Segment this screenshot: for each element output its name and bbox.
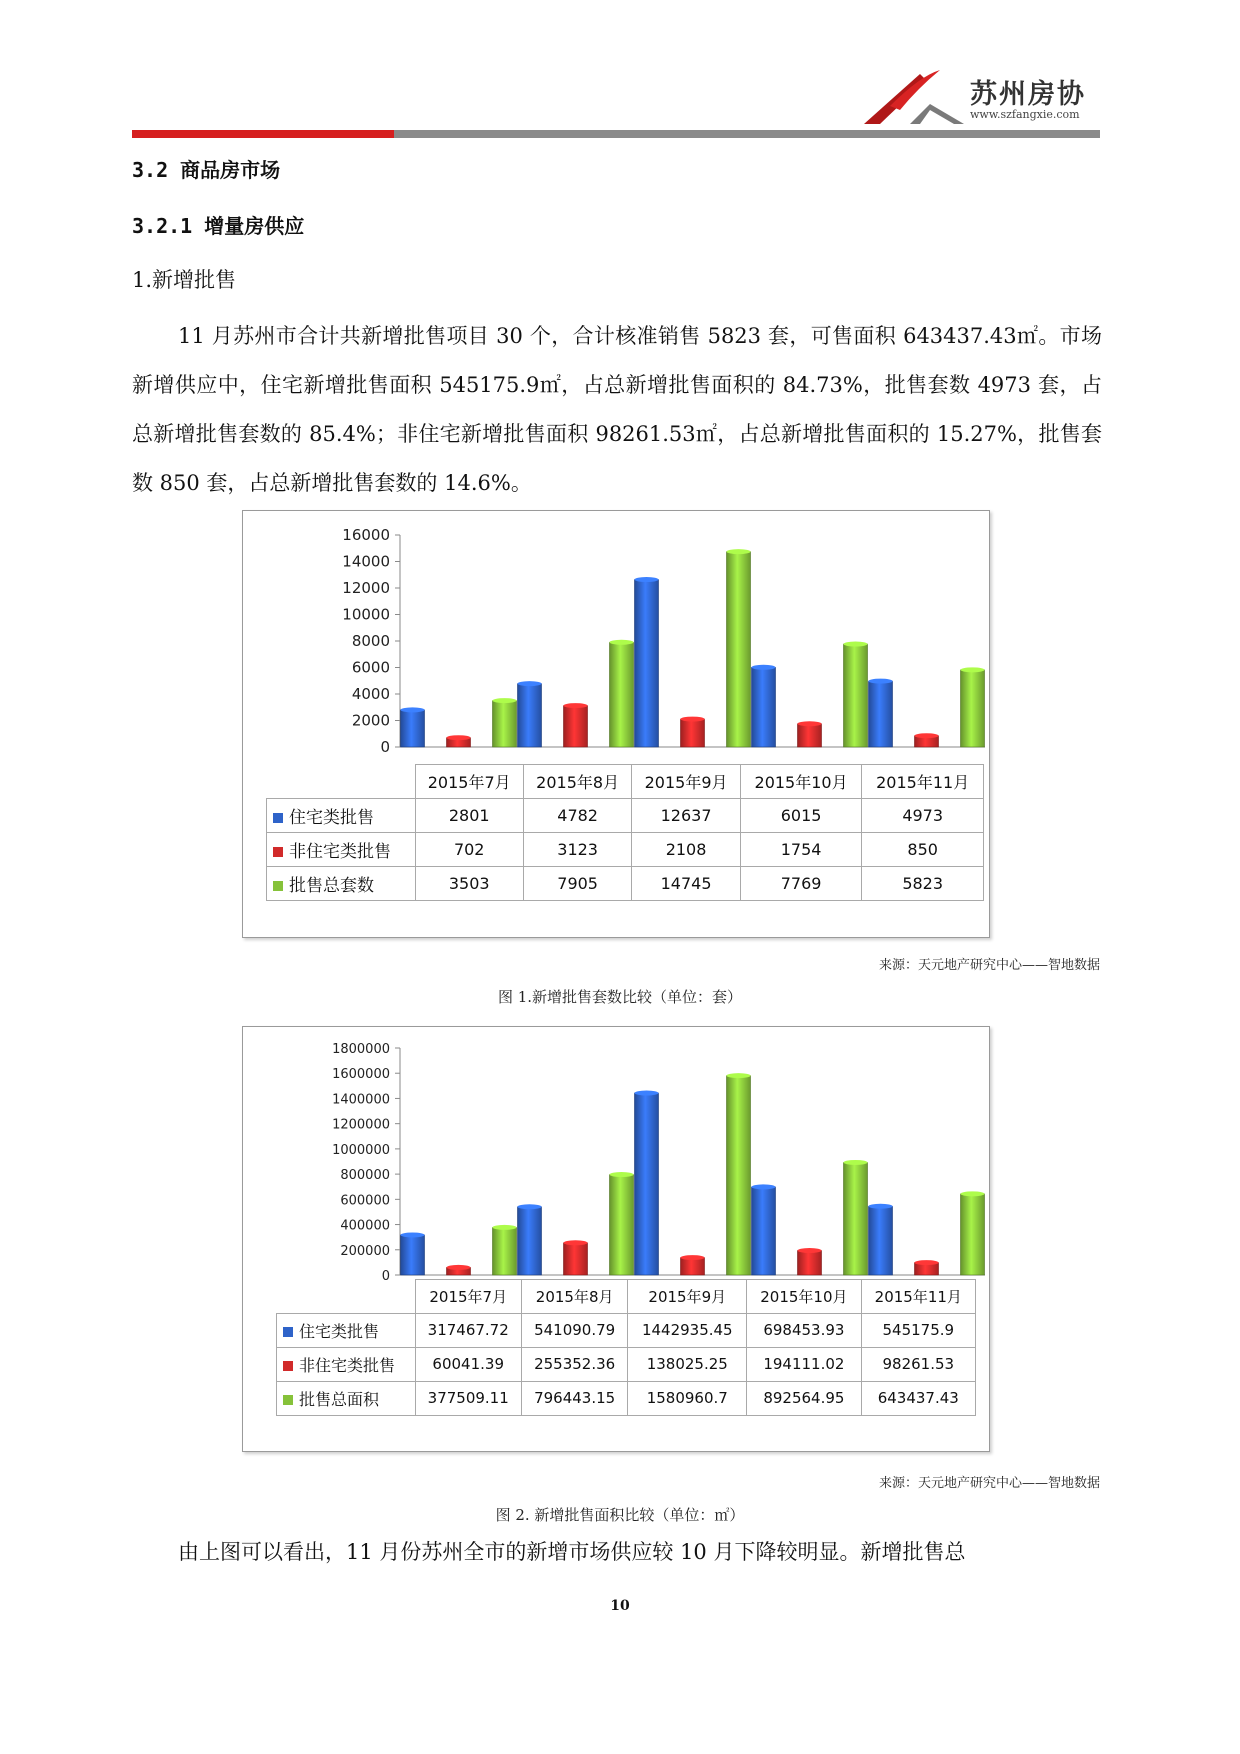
legend-label: 批售总面积 (299, 1389, 380, 1409)
bar-residential (635, 580, 659, 747)
bar-top-cap (610, 1172, 634, 1177)
table-header-cell: 2015年11月 (862, 765, 984, 799)
legend-key-icon (283, 1361, 293, 1371)
bar-total (610, 1175, 634, 1275)
legend-entry (277, 1347, 416, 1381)
bar-residential (401, 710, 425, 747)
table-header-cell: 2015年9月 (628, 1280, 747, 1314)
table-header-cell: 2015年10月 (740, 765, 862, 799)
bar-non-residential (681, 1258, 705, 1275)
table-cell: 5823 (862, 866, 984, 900)
y-tick-label: 1800000 (332, 1042, 390, 1057)
item-heading: 1.新增批售 (132, 268, 237, 292)
y-tick-label: 16000 (342, 526, 390, 544)
bar-non-residential (564, 706, 588, 747)
bar-non-residential (798, 724, 822, 747)
table-cell: 98261.53 (861, 1347, 975, 1381)
bar-top-cap (610, 640, 634, 645)
table-header-cell: 2015年7月 (415, 765, 523, 799)
chart-1-frame (242, 510, 990, 938)
logo-mark-icon (860, 66, 970, 128)
table-cell: 255352.36 (521, 1347, 627, 1381)
header-rule-gray (394, 130, 1100, 138)
table-row (267, 798, 984, 832)
table-header-cell: 2015年8月 (523, 765, 631, 799)
bar-top-cap (681, 1255, 705, 1260)
bar-top-cap (915, 1260, 939, 1265)
bar-top-cap (727, 1073, 751, 1078)
chart-2-caption: 图 2. 新增批售面积比较（单位：㎡） (495, 1506, 745, 1524)
bar-top-cap (798, 721, 822, 726)
table-header-cell: 2015年8月 (521, 1280, 627, 1314)
bar-total (493, 1227, 517, 1275)
table-cell: 317467.72 (415, 1313, 521, 1347)
bar-top-cap (869, 1204, 893, 1209)
table-row (267, 832, 984, 866)
table-cell: 7769 (740, 866, 862, 900)
bar-top-cap (844, 642, 868, 647)
bar-top-cap (727, 549, 751, 554)
bar-residential (752, 667, 776, 747)
y-tick-label: 14000 (342, 552, 390, 571)
legend-label: 批售总套数 (289, 875, 374, 896)
bar-non-residential (798, 1251, 822, 1275)
table-cell: 377509.11 (415, 1381, 521, 1415)
table-cell: 850 (862, 832, 984, 866)
bar-residential (869, 1206, 893, 1275)
table-cell: 6015 (740, 798, 862, 832)
logo-name: 苏州房协 (970, 79, 1086, 110)
bar-residential (518, 684, 542, 747)
table-header-cell: 2015年9月 (632, 765, 740, 799)
table-cell: 1580960.7 (628, 1381, 747, 1415)
bar-total (961, 1194, 985, 1275)
table-row (277, 1347, 976, 1381)
table-row (267, 866, 984, 900)
table-cell: 2801 (415, 798, 523, 832)
table-cell: 7905 (523, 866, 631, 900)
legend-entry (267, 866, 416, 900)
table-header-cell: 2015年7月 (415, 1280, 521, 1314)
legend-label: 住宅类批售 (289, 807, 374, 828)
table-cell: 14745 (632, 866, 740, 900)
legend-key-icon (273, 813, 283, 823)
table-cell: 698453.93 (747, 1313, 861, 1347)
table-corner (267, 765, 416, 799)
y-tick-label: 1000000 (332, 1142, 390, 1158)
bar-total (493, 701, 517, 747)
bar-non-residential (681, 719, 705, 747)
bar-top-cap (869, 679, 893, 684)
table-cell: 2108 (632, 832, 740, 866)
bar-non-residential (564, 1243, 588, 1275)
bar-total (844, 1162, 868, 1275)
bar-top-cap (915, 733, 939, 738)
y-tick-label: 6000 (351, 658, 390, 677)
chart-2-plot (243, 1027, 989, 1281)
y-tick-label: 400000 (340, 1218, 390, 1234)
bar-top-cap (518, 1204, 542, 1209)
body-paragraph (132, 312, 1102, 508)
bar-top-cap (564, 1240, 588, 1245)
bar-top-cap (518, 681, 542, 686)
y-tick-label: 10000 (342, 605, 390, 624)
table-cell: 4782 (523, 798, 631, 832)
table-header-cell: 2015年10月 (747, 1280, 861, 1314)
bar-total (844, 644, 868, 747)
chart-2-frame (242, 1026, 990, 1452)
body-paragraph-text: 11 月苏州市合计共新增批售项目 30 个，合计核准销售 5823 套，可售面积 643437.43㎡。市场新增供应中，住宅新增批售面积 545175.9㎡，占总新增批售面积的 84.73%，批售套数 4973 套，占总新增批售套数的 85.4%；非住宅新增批售面积 98261.53㎡，占总新增批售面积的 15.27%，批售套数 850 套，占总新增批售套数的 14.6%。 (132, 324, 1102, 495)
bar-top-cap (752, 1184, 776, 1189)
y-tick-label: 0 (380, 738, 390, 756)
legend-key-icon (283, 1327, 293, 1337)
y-tick-label: 1400000 (332, 1092, 390, 1108)
legend-key-icon (283, 1395, 293, 1405)
bar-total (727, 1076, 751, 1275)
legend-entry (277, 1313, 416, 1347)
table-cell: 12637 (632, 798, 740, 832)
y-tick-label: 1200000 (332, 1117, 390, 1133)
legend-entry (277, 1381, 416, 1415)
bar-residential (635, 1093, 659, 1275)
y-tick-label: 2000 (351, 711, 390, 730)
table-cell: 4973 (862, 798, 984, 832)
bar-top-cap (961, 1191, 985, 1196)
table-cell: 194111.02 (747, 1347, 861, 1381)
table-cell: 138025.25 (628, 1347, 747, 1381)
chart-1-data-table (266, 764, 984, 901)
body-paragraph-2-text: 由上图可以看出，11 月份苏州全市的新增市场供应较 10 月下降较明显。新增批售总 (178, 1540, 966, 1564)
y-tick-label: 1600000 (332, 1067, 390, 1083)
table-cell: 1442935.45 (628, 1313, 747, 1347)
table-row (277, 1381, 976, 1415)
bar-top-cap (798, 1248, 822, 1253)
table-cell: 541090.79 (521, 1313, 627, 1347)
legend-entry (267, 798, 416, 832)
bar-residential (869, 681, 893, 747)
table-cell: 796443.15 (521, 1381, 627, 1415)
chart-1-source: 来源：天元地产研究中心——智地数据 (878, 958, 1100, 973)
legend-label: 非住宅类批售 (299, 1355, 396, 1375)
section-heading: 3.2 商品房市场 (132, 158, 281, 182)
y-tick-label: 0 (381, 1269, 390, 1281)
page-number: 10 (610, 1598, 630, 1614)
bar-residential (752, 1187, 776, 1275)
body-paragraph-2 (132, 1532, 1102, 1572)
bar-top-cap (635, 577, 659, 582)
table-cell: 892564.95 (747, 1381, 861, 1415)
header-rule-red (132, 130, 394, 138)
bar-top-cap (961, 667, 985, 672)
bar-residential (401, 1235, 425, 1275)
bar-top-cap (447, 735, 471, 740)
chart-1-caption: 图 1.新增批售套数比较（单位：套） (497, 988, 743, 1006)
subsection-heading: 3.2.1 增量房供应 (132, 214, 305, 238)
legend-label: 住宅类批售 (299, 1321, 380, 1341)
bar-residential (518, 1207, 542, 1275)
legend-label: 非住宅类批售 (289, 841, 391, 862)
bar-top-cap (401, 707, 425, 712)
bar-top-cap (447, 1265, 471, 1270)
table-cell: 545175.9 (861, 1313, 975, 1347)
table-cell: 3503 (415, 866, 523, 900)
legend-entry (267, 832, 416, 866)
y-tick-label: 8000 (351, 632, 390, 650)
table-cell: 1754 (740, 832, 862, 866)
bar-total (961, 670, 985, 747)
bar-top-cap (635, 1091, 659, 1096)
bar-top-cap (401, 1232, 425, 1237)
y-tick-label: 4000 (351, 685, 390, 703)
y-tick-label: 12000 (342, 579, 390, 597)
bar-top-cap (844, 1160, 868, 1165)
chart-2-data-table (276, 1279, 976, 1416)
bar-top-cap (681, 717, 705, 722)
table-cell: 643437.43 (861, 1381, 975, 1415)
table-cell: 60041.39 (415, 1347, 521, 1381)
table-header-cell: 2015年11月 (861, 1280, 975, 1314)
bar-top-cap (493, 698, 517, 703)
y-tick-label: 600000 (340, 1193, 390, 1209)
bar-top-cap (493, 1225, 517, 1230)
table-cell: 3123 (523, 832, 631, 866)
bar-total (727, 552, 751, 747)
y-tick-label: 200000 (340, 1243, 390, 1259)
bar-total (610, 642, 634, 747)
legend-key-icon (273, 847, 283, 857)
legend-key-icon (273, 881, 283, 891)
chart-2-source: 来源：天元地产研究中心——智地数据 (878, 1476, 1100, 1491)
table-cell: 702 (415, 832, 523, 866)
chart-1-plot (243, 511, 989, 761)
bar-top-cap (752, 665, 776, 670)
table-corner (277, 1280, 416, 1314)
logo-url: www.szfangxie.com (970, 108, 1080, 121)
table-row (277, 1313, 976, 1347)
y-tick-label: 800000 (340, 1168, 390, 1184)
bar-top-cap (564, 703, 588, 708)
